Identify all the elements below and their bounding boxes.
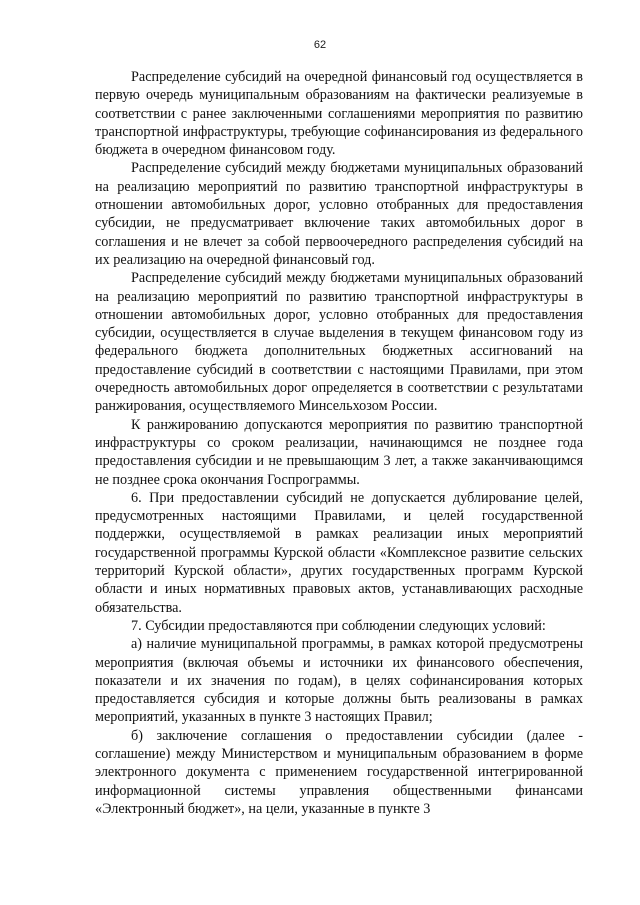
paragraph-ranking-admission: К ранжированию допускаются мероприятия по развитию транспортной инфраструктуры со сроком реализации, начинающимся не позднее года предоставления субсидии и не превышающим 3 лет, а также заканчивающимся не позднее срока окончания Госпрограммы. (95, 416, 583, 488)
paragraph-subsidy-distribution-priority: Распределение субсидий на очередной финансовый год осуществляется в первую очередь муниципальным образованиям на фактически реализуемые в соответствии с ранее заключенными соглашениями мероприятия по развитию транспортной инфраструктуры, требующие софинансирования из федерального бюджета в очередном финансовом году. (95, 69, 583, 159)
page-number: 62 (313, 39, 327, 51)
paragraph-conditionally-selected-roads: Распределение субсидий между бюджетами муниципальных образований на реализацию мероприятий по развитию транспортной инфраструктуры в отношении автомобильных дорог, условно отобранных для предоставления субсидии, не предусматривает включение таких автомобильных дорог в соглашения и не влечет за собой первоочередного распределения субсидий на их реализацию на очередной финансовый год. (95, 160, 583, 268)
paragraph-condition-a: а) наличие муниципальной программы, в рамках которой предусмотрены мероприятия (включая объемы и источники их финансового обеспечения, показатели и их значения по годам), в целях софинансирования которых предоставляется субсидия и которые должны быть реализованы в рамках мероприятий, указанных в пункте 3 настоящих Правил; (95, 636, 583, 726)
paragraph-condition-b: б) заключение соглашения о предоставлении субсидии (далее - соглашение) между Министерством и муниципальным образованием в форме электронного документа с применением государственной интегрированной информационной системы управления общественными финансами «Электронный бюджет», на цели, указанные в пункте 3 (95, 727, 583, 817)
paragraph-additional-allocations: Распределение субсидий между бюджетами муниципальных образований на реализацию мероприятий по развитию транспортной инфраструктуры в отношении автомобильных дорог, условно отобранных для предоставления субсидии, осуществляется в случае выделения в текущем финансовом году из федерального бюджета дополнительных бюджетных ассигнований на предоставление субсидий в соответствии с настоящими Правилами, при этом очередность автомобильных дорог определяется в соответствии с результатами ранжирования, осуществляемого Минсельхозом России. (95, 270, 583, 415)
paragraph-item-7-conditions: 7. Субсидии предоставляются при соблюдении следующих условий: (131, 617, 546, 634)
document-body (95, 68, 583, 818)
paragraph-item-6-no-duplication: 6. При предоставлении субсидий не допускается дублирование целей, предусмотренных настоящими Правилами, и целей государственной поддержки, осуществляемой в рамках реализации иных мероприятий государственной программы Курской области «Комплексное развитие сельских территорий Курской области», других государственных программ Курской области и иных нормативных правовых актов, устанавливающих расходные обязательства. (95, 489, 583, 616)
